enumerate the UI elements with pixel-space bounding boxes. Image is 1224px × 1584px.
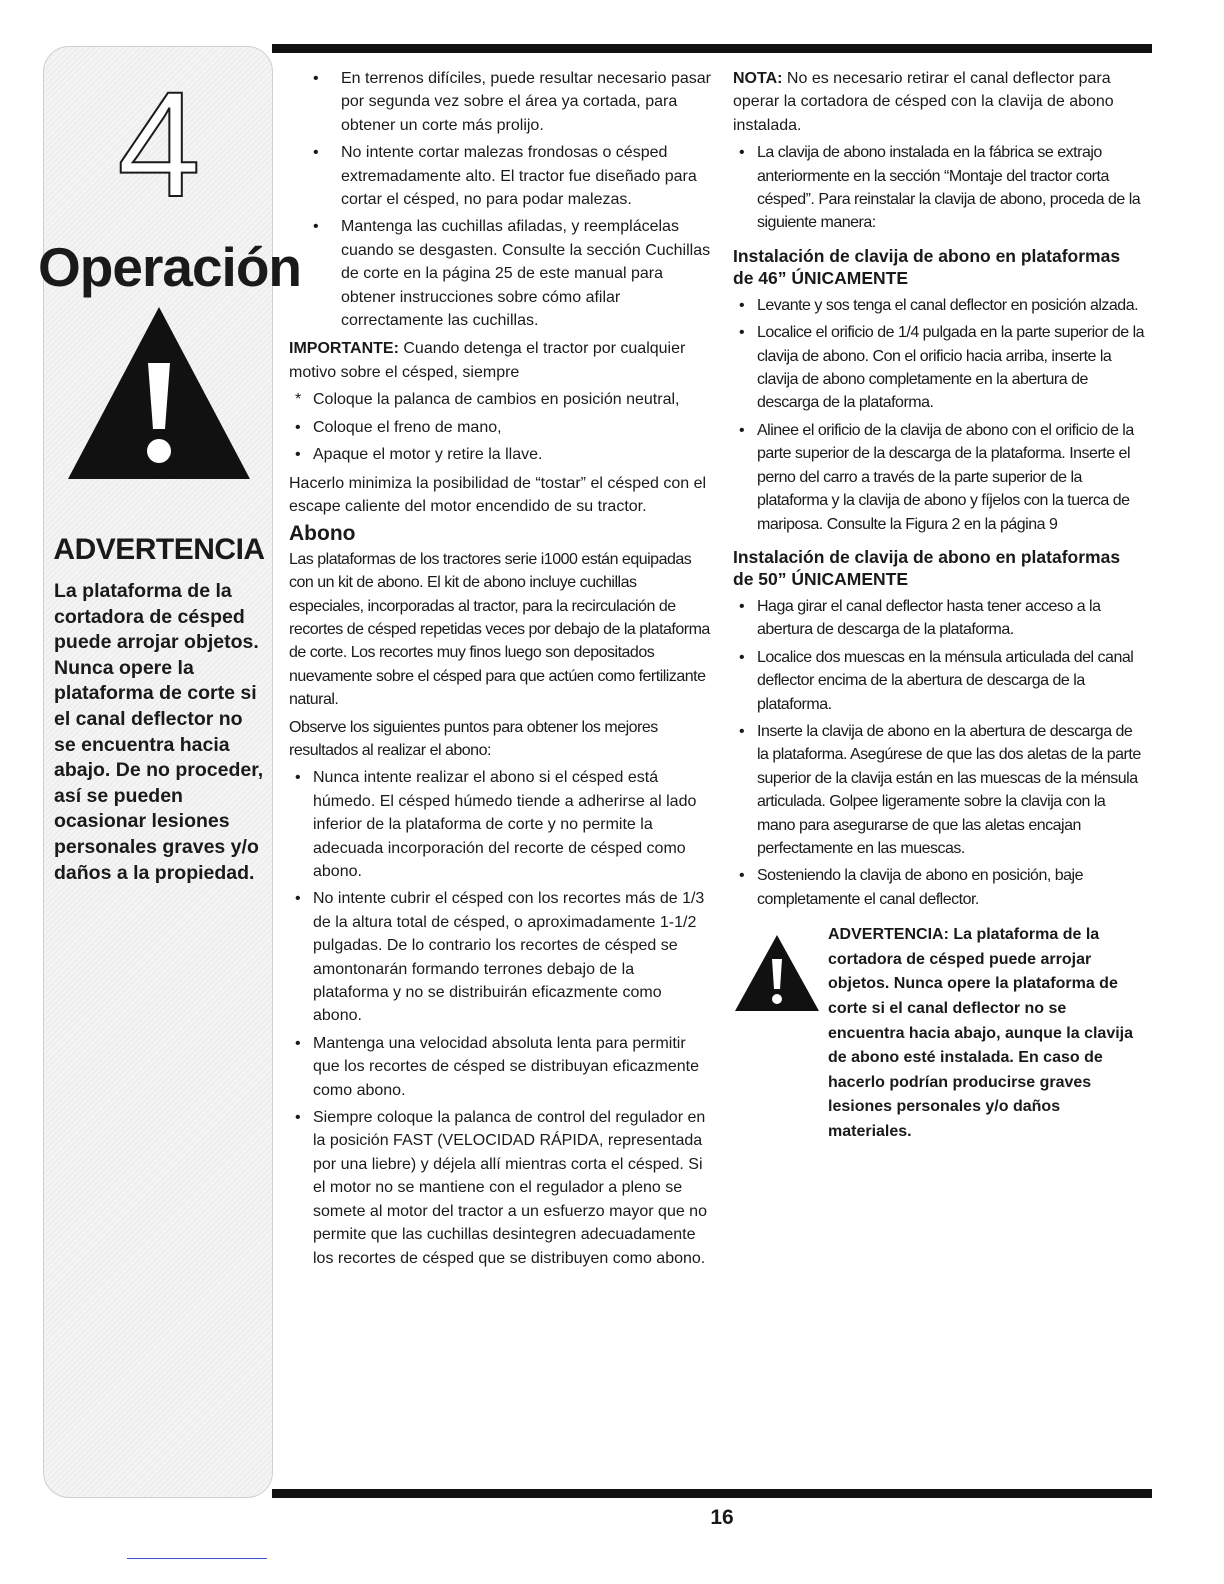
list-item: • Coloque el freno de mano, xyxy=(289,416,714,439)
list-item: • Alinee el orificio de la clavija de abono con el orificio de la parte superior de la descarga de la plataforma. Inserte el perno del carro a través de la parte superior de la plataforma y la clavija de abono y fíjelos con la tuerca de mariposa. Consulte la Figura 2 en la página 9 xyxy=(733,419,1145,536)
important-label: IMPORTANTE: xyxy=(289,340,399,358)
chapter-number: 4 xyxy=(117,60,201,228)
list-item: • Inserte la clavija de abono en la abertura de descarga de la plataforma. Asegúrese de que las dos aletas de la parte superior de la clavija están en las muescas de la ménsula articulada. Golpee ligeramente sobre la clavija con la mano para asegurarse de que las aletas encajan perfectamente en las muescas. xyxy=(733,720,1145,860)
deflector-warning-text: ADVERTENCIA: La plataforma de la cortadora de césped puede arrojar objetos. Nunca opere la plataforma de corte si el canal deflector no se encuentra hacia abajo, aunque la clavija de abono esté instalada. En caso de hacerlo podrían producirse graves lesiones personales y/o daños materiales. xyxy=(828,926,1134,1140)
top-rule xyxy=(272,44,1152,53)
section-46-list xyxy=(733,294,1145,536)
nota-paragraph xyxy=(733,67,1145,137)
stop-note: Hacerlo minimiza la posibilidad de “tostar” el césped con el escape caliente del motor encendido de su tractor. xyxy=(289,474,707,515)
stop-steps-list xyxy=(289,388,714,466)
list-item: • Nunca intente realizar el abono si el césped está húmedo. El césped húmedo tiende a adherirse al lado inferior de la plataforma de corte y no permite la adecuada incorporación del recorte de césped como abono. xyxy=(289,766,714,883)
section-50-list xyxy=(733,595,1145,911)
important-text: Cuando detenga el tractor por cualquier motivo sobre el césped, siempre xyxy=(289,340,686,381)
bottom-rule xyxy=(272,1489,1152,1498)
list-item: • Apaque el motor y retire la llave. xyxy=(289,443,714,466)
deflector-warning xyxy=(733,923,1145,1144)
list-item: • Levante y sos tenga el canal deflector en posición alzada. xyxy=(733,294,1145,317)
list-item: • Mantenga una velocidad absoluta lenta para permitir que los recortes de césped se distribuyan eficazmente como abono. xyxy=(289,1032,714,1102)
middle-column xyxy=(289,67,714,1275)
list-item: • La clavija de abono instalada en la fábrica se extrajo anteriormente en la sección “Montaje del tractor corta césped”. Para reinstalar la clavija de abono, proceda de la siguiente manera: xyxy=(733,141,1145,235)
sidebar-warning-text: La plataforma de la cortadora de césped puede arrojar objetos. Nunca opere la plataforma de corte si el canal deflector no se encuentra hacia abajo. De no proceder, así se pueden ocasionar lesiones personales graves y/o daños a la propiedad. xyxy=(54,580,264,884)
abono-intro: Las plataformas de los tractores serie i1000 están equipadas con un kit de abono. El kit de abono incluye cuchillas especiales, incorporadas al tractor, para la recirculación de recortes de césped repetidas veces por debajo de la plataforma de corte. Los recortes muy finos luego son depositados nuevamente sobre el césped para que actúen como fertilizante natural. xyxy=(289,550,710,709)
list-item: • Siempre coloque la palanca de control del regulador en la posición FAST (VELOCIDAD RÁPIDA, representada por una liebre) y déjela allí mientras corta el césped. Si el motor no se mantiene con el regulador a pleno se somete al motor del tractor a un esfuerzo mayor que no permite que las cuchillas desintegren adecuadamente los recortes de césped que se distribuyen como abono. xyxy=(289,1106,714,1270)
list-item: • Sosteniendo la clavija de abono en posición, baje completamente el canal deflector. xyxy=(733,864,1145,911)
list-item: • No intente cortar malezas frondosas o césped extremadamente alto. El tractor fue diseñado para cortar el césped, no para podar malezas. xyxy=(289,141,714,211)
nota-label: NOTA: xyxy=(733,70,783,87)
list-item: • No intente cubrir el césped con los recortes más de 1/3 de la altura total de césped, o aproximadamente 1-1/2 pulgadas. De lo contrario los recortes de césped se amontonarán formando terrones debajo de la plataforma y no se distribuirán eficazmente como abono. xyxy=(289,887,714,1027)
abono-heading: Abono xyxy=(289,522,356,546)
important-note xyxy=(289,337,714,384)
abono-tips-list xyxy=(289,766,714,1270)
footer-line xyxy=(127,1558,267,1559)
warning-triangle-icon xyxy=(64,303,254,483)
list-item: • Localice el orificio de 1/4 pulgada en la parte superior de la clavija de abono. Con el orificio hacia arriba, inserte la clavija de abono completamente en la abertura de descarga de la plataforma. xyxy=(733,321,1145,415)
mowing-tips-list xyxy=(289,67,714,332)
nota-text: No es necesario retirar el canal deflector para operar la cortadora de césped con la clavija de abono instalada. xyxy=(733,70,1114,134)
list-item: • Mantenga las cuchillas afiladas, y reemplácelas cuando se desgasten. Consulte la sección Cuchillas de corte en la página 25 de este manual para obtener instrucciones sobre cómo afilar correctamente las cuchillas. xyxy=(289,215,714,332)
nota-list xyxy=(733,141,1145,235)
list-item: • En terrenos difíciles, puede resultar necesario pasar por segunda vez sobre el área ya cortada, para obtener un corte más prolijo. xyxy=(289,67,714,137)
page-number: 16 xyxy=(710,1506,734,1529)
sidebar-warning-title: ADVERTENCIA xyxy=(53,533,265,566)
list-item: • Haga girar el canal deflector hasta tener acceso a la abertura de descarga de la plataforma. xyxy=(733,595,1145,642)
right-column xyxy=(733,67,1145,1145)
chapter-title: Operación xyxy=(38,236,302,298)
warning-triangle-icon xyxy=(733,933,821,1013)
abono-observe: Observe los siguientes puntos para obtener los mejores resultados al realizar el abono: xyxy=(289,718,658,759)
section-50-heading: Instalación de clavija de abono en plataformas de 50” ÚNICAMENTE xyxy=(733,546,1121,589)
list-item: * Coloque la palanca de cambios en posición neutral, xyxy=(289,388,714,411)
chapter-sidebar xyxy=(38,46,302,1498)
section-46-heading: Instalación de clavija de abono en plataformas de 46” ÚNICAMENTE xyxy=(733,245,1121,288)
list-item: • Localice dos muescas en la ménsula articulada del canal deflector encima de la abertura de descarga de la plataforma. xyxy=(733,646,1145,716)
